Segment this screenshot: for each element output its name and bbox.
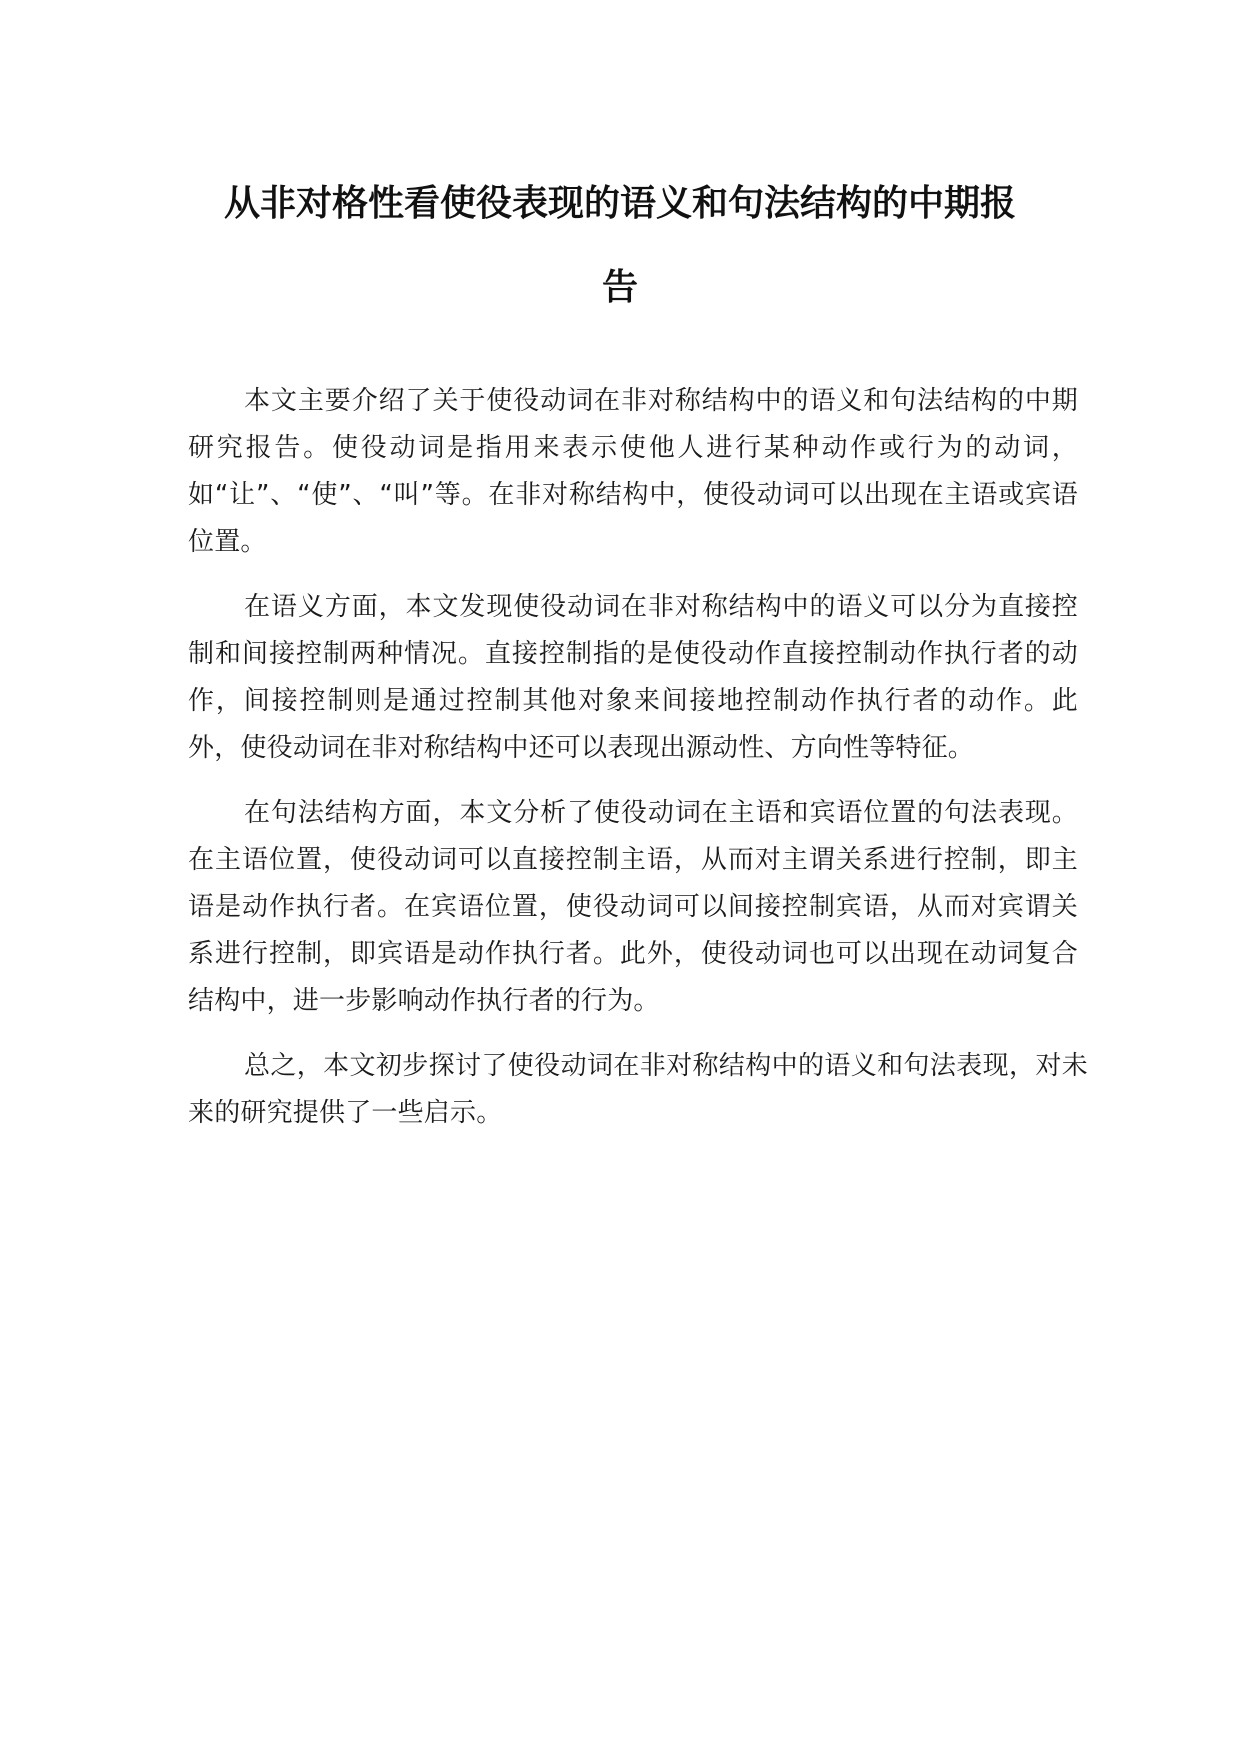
paragraph-syntax: 在句法结构方面，本文分析了使役动词在主语和宾语位置的句法表现。在主语位置，使役动词可以直接控制主语，从而对主谓关系进行控制，即主语是动作执行者。在宾语位置，使役动词可以间接控制宾语，从而对宾谓关系进行控制，即宾语是动作执行者。此外，使役动词也可以出现在动词复合结构中，进一步影响动作执行者的行为。	[188, 798, 1078, 1016]
paragraph-semantics: 在语义方面，本文发现使役动词在非对称结构中的语义可以分为直接控制和间接控制两种情况。直接控制指的是使役动作直接控制动作执行者的动作，间接控制则是通过控制其他对象来间接地控制动作执行者的动作。此外，使役动词在非对称结构中还可以表现出源动性、方向性等特征。	[188, 592, 1078, 763]
paragraph-conclusion: 总之，本文初步探讨了使役动词在非对称结构中的语义和句法表现，对未来的研究提供了一些启示。	[188, 1051, 1088, 1128]
document-title-continued: 告	[601, 267, 638, 308]
document-title: 从非对格性看使役表现的语义和句法结构的中期报	[223, 183, 1016, 224]
document-body	[188, 378, 1088, 1155]
paragraph-introduction: 本文主要介绍了关于使役动词在非对称结构中的语义和句法结构的中期研究报告。使役动词是指用来表示使他人进行某种动作或行为的动词，如“让”、“使”、“叫”等。在非对称结构中，使役动词可以出现在主语或宾语位置。	[188, 386, 1078, 557]
